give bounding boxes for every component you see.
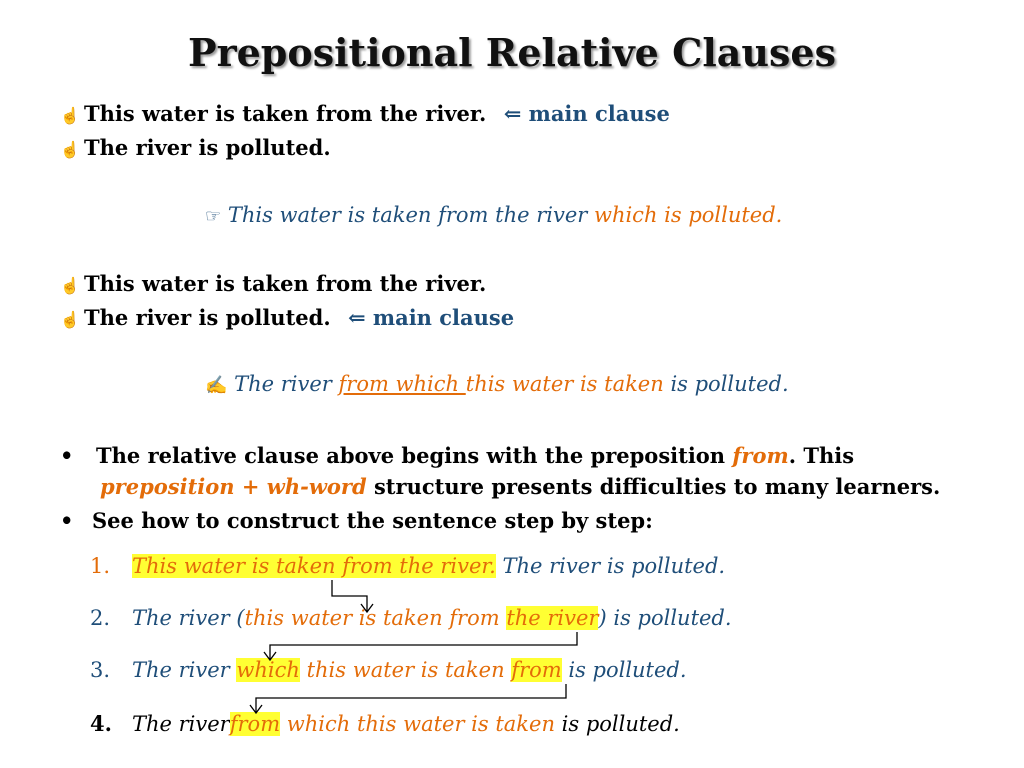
explanation-bullet-2: • See how to construct the sentence step by step: xyxy=(60,508,653,533)
arrow-step3-to-step4 xyxy=(256,684,566,713)
writing-hand-icon: ✍ xyxy=(205,375,228,396)
pointing-hand-icon: ☝ xyxy=(60,310,80,329)
step-1: 1. This water is taken from the river. The river is polluted. xyxy=(90,554,726,578)
left-arrow-icon: ⇐ xyxy=(503,101,522,126)
main-clause-note: main clause xyxy=(528,101,670,126)
pointing-finger-icon: ☞ xyxy=(205,206,222,227)
example1-line2: ☝ The river is polluted. xyxy=(60,135,331,160)
example2-line1: ☝ This water is taken from the river. xyxy=(60,271,487,296)
step-4: 4. The riverfrom which this water is taken is polluted. xyxy=(90,711,680,736)
pointing-hand-icon: ☝ xyxy=(60,276,80,295)
arrow-step1-to-step2 xyxy=(332,580,367,612)
example1-line1: ☝ This water is taken from the river. ⇐ main clause xyxy=(60,101,670,126)
example1-result: ☞ This water is taken from the river which is polluted. xyxy=(205,203,783,227)
example2-line2: ☝ The river is polluted. ⇐ main clause xyxy=(60,305,515,330)
main-clause-note: main clause xyxy=(372,305,515,330)
pointing-hand-icon: ☝ xyxy=(60,106,80,125)
pointing-hand-icon: ☝ xyxy=(60,140,80,159)
left-arrow-icon: ⇐ xyxy=(347,305,366,330)
explanation-bullet-1: • The relative clause above begins with the preposition from. This xyxy=(60,443,855,468)
page-title: Prepositional Relative Clauses xyxy=(188,30,836,75)
arrow-step2-to-step3 xyxy=(270,632,577,660)
explanation-bullet-1-cont: preposition + wh-word structure presents difficulties to many learners. xyxy=(100,474,941,499)
step-2: 2. The river (this water is taken from the river) is polluted. xyxy=(90,606,732,630)
step-3: 3. The river which this water is taken from is polluted. xyxy=(90,658,687,682)
example2-result: ✍ The river from which this water is taken is polluted. xyxy=(205,372,789,396)
